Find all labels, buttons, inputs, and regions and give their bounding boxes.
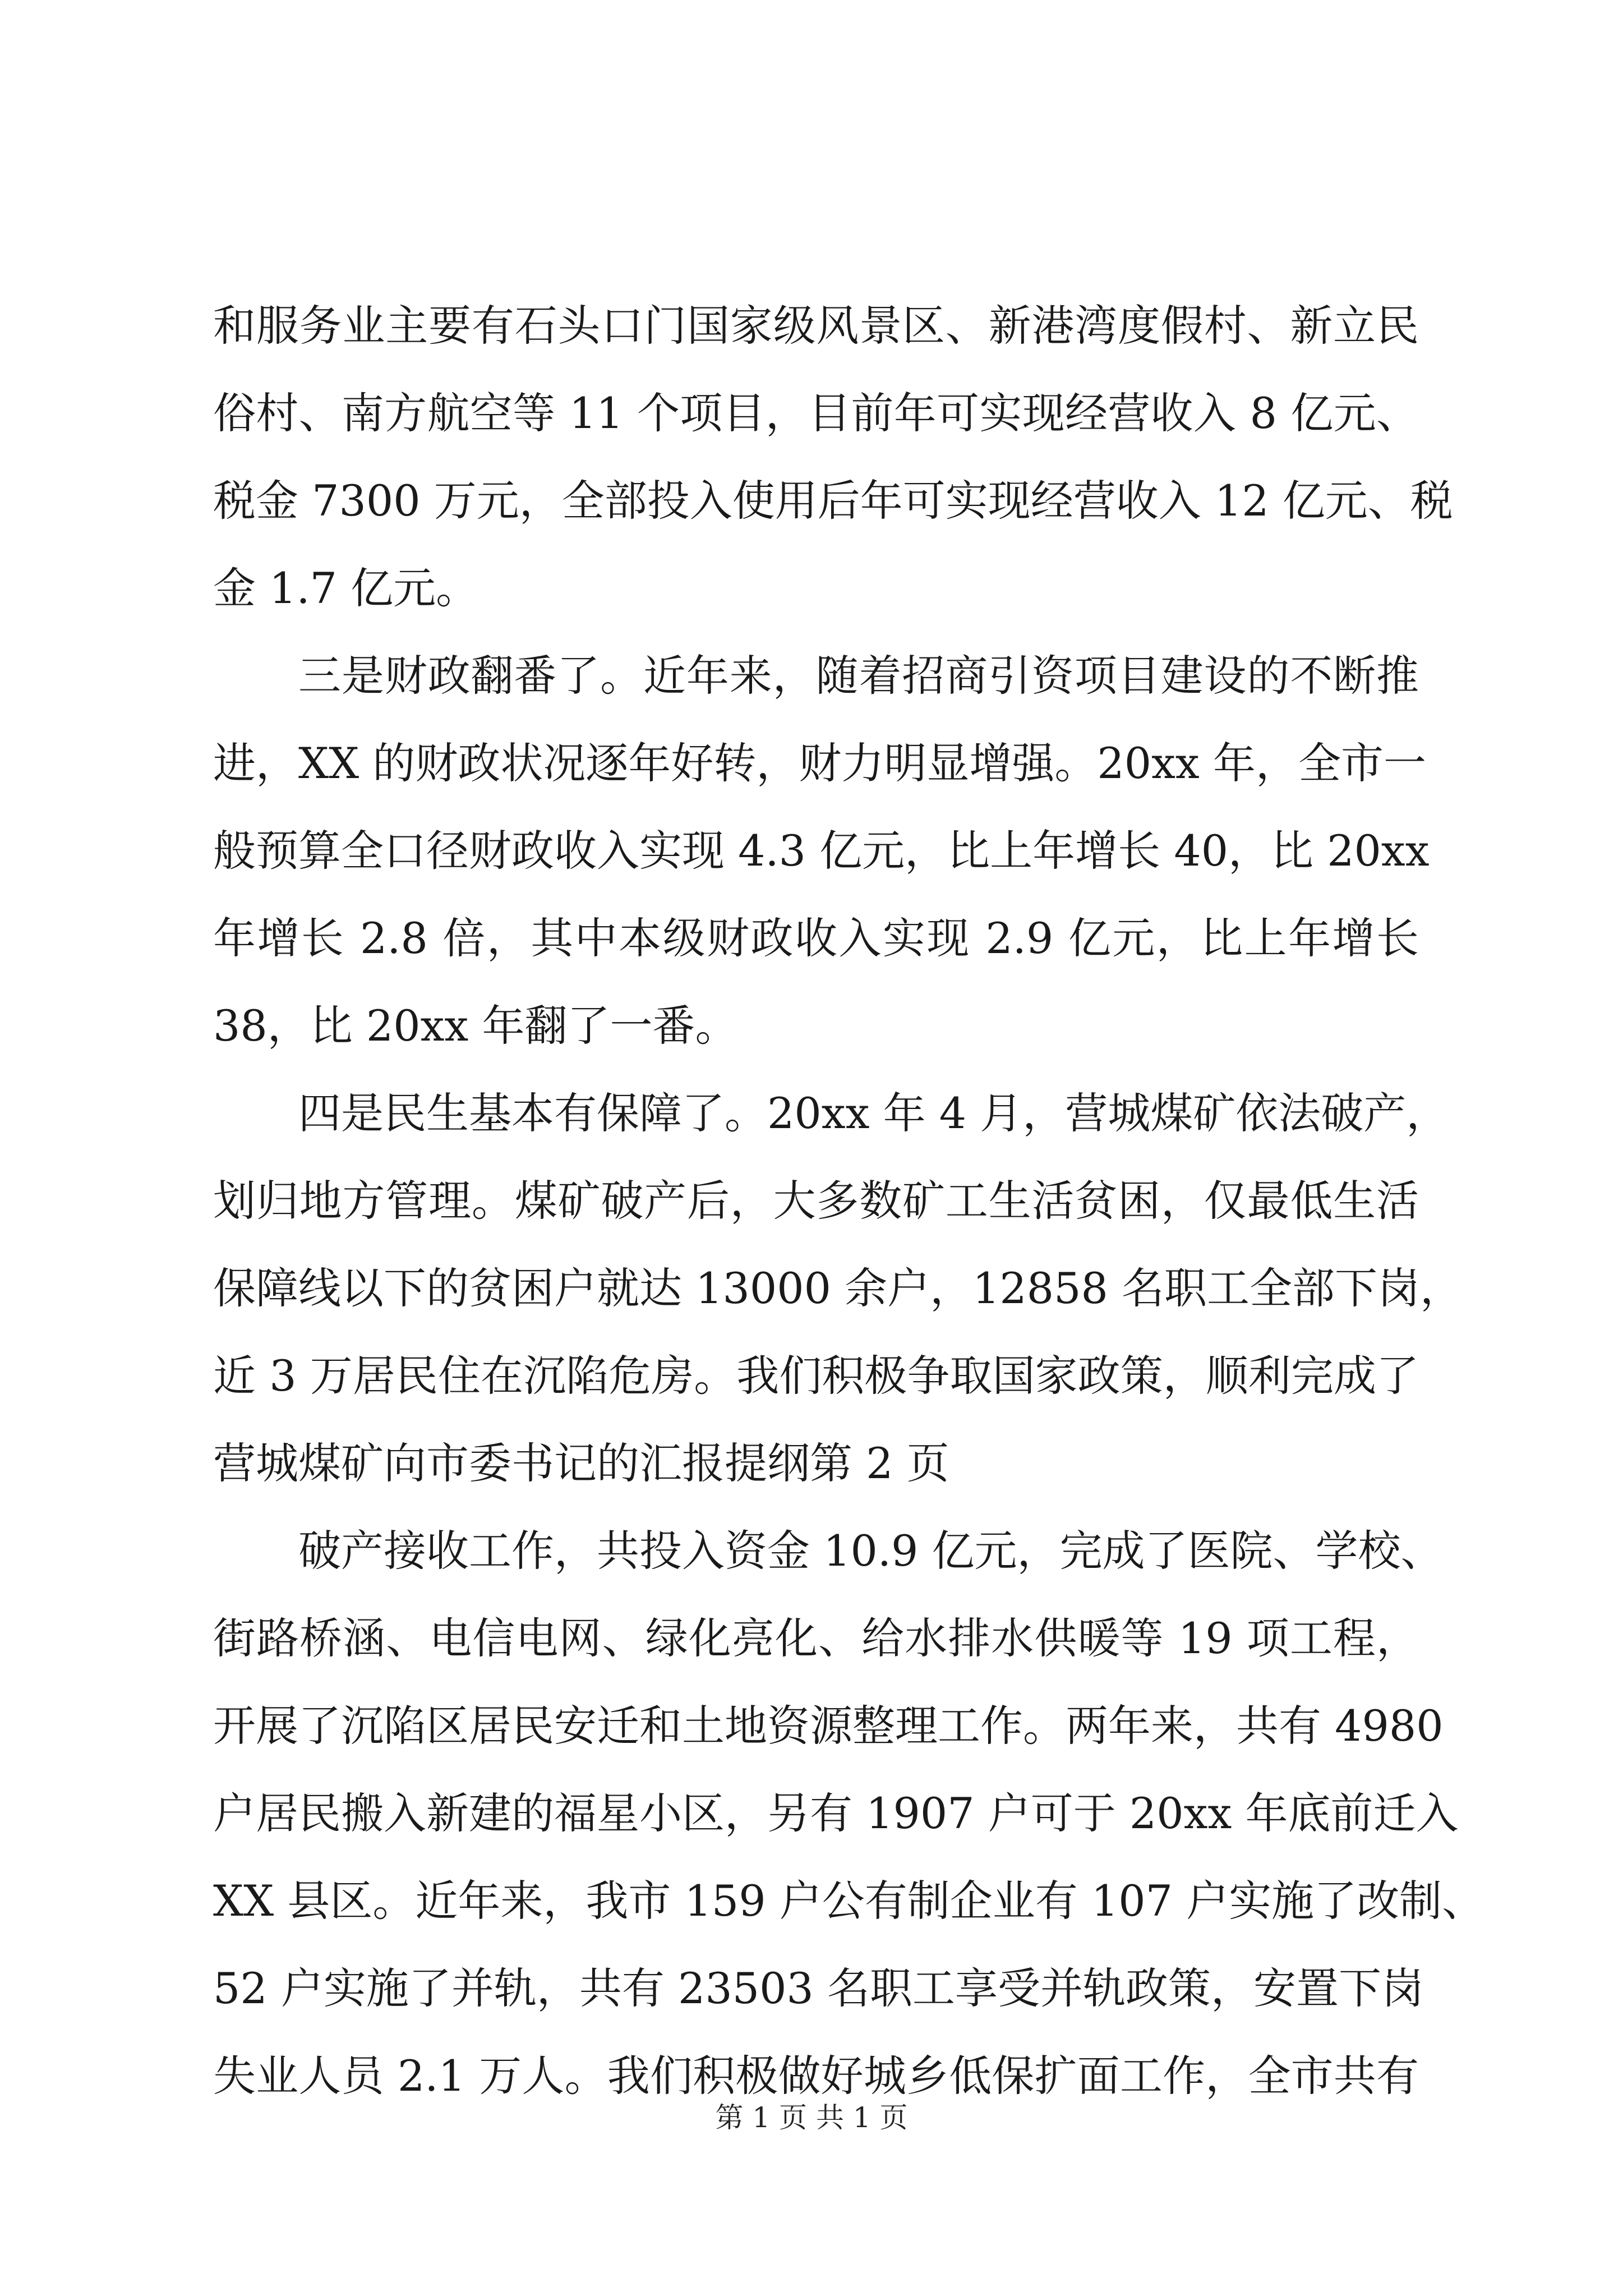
text-line: 税金 7300 万元，全部投入使用后年可实现经营收入 12 亿元、税 xyxy=(213,476,1453,526)
text-line: 划归地方管理。煤矿破产后，大多数矿工生活贫困，仅最低生活 xyxy=(213,1176,1419,1226)
text-line: 金 1.7 亿元。 xyxy=(213,563,479,613)
text-line: 52 户实施了并轨，共有 23503 名职工享受并轨政策，安置下岗 xyxy=(213,1963,1424,2013)
text-line: 营城煤矿向市委书记的汇报提纲第 2 页 xyxy=(213,1438,949,1488)
text-line: 和服务业主要有石头口门国家级风景区、新港湾度假村、新立民 xyxy=(213,301,1419,351)
text-line: 户居民搬入新建的福星小区，另有 1907 户可于 20xx 年底前迁入 xyxy=(213,1788,1459,1838)
text-line: XX 县区。近年来，我市 159 户公有制企业有 107 户实施了改制、 xyxy=(213,1876,1485,1926)
text-line: 三是财政翻番了。近年来，随着招商引资项目建设的不断推 xyxy=(298,651,1419,701)
text-line: 俗村、南方航空等 11 个项目，目前年可实现经营收入 8 亿元、 xyxy=(213,388,1419,438)
text-line: 开展了沉陷区居民安迁和土地资源整理工作。两年来，共有 4980 xyxy=(213,1701,1444,1751)
text-line: 近 3 万居民住在沉陷危房。我们积极争取国家政策，顺利完成了 xyxy=(213,1351,1419,1401)
text-line: 般预算全口径财政收入实现 4.3 亿元，比上年增长 40，比 20xx xyxy=(213,826,1430,876)
text-line: 保障线以下的贫困户就达 13000 余户，12858 名职工全部下岗， xyxy=(213,1263,1463,1313)
text-line: 38，比 20xx 年翻了一番。 xyxy=(213,1001,738,1051)
text-line: 失业人员 2.1 万人。我们积极做好城乡低保扩面工作，全市共有 xyxy=(213,2051,1419,2101)
text-line: 四是民生基本有保障了。20xx 年 4 月，营城煤矿依法破产， xyxy=(298,1088,1449,1138)
text-line: 街路桥涵、电信电网、绿化亮化、给水排水供暖等 19 项工程， xyxy=(213,1613,1419,1663)
text-line: 年增长 2.8 倍，其中本级财政收入实现 2.9 亿元，比上年增长 xyxy=(213,913,1419,963)
page-footer: 第 1 页 共 1 页 xyxy=(715,2101,908,2134)
text-line: 进，XX 的财政状况逐年好转，财力明显增强。20xx 年，全市一 xyxy=(213,738,1426,788)
text-line: 破产接收工作，共投入资金 10.9 亿元，完成了医院、学校、 xyxy=(298,1526,1444,1576)
document-body xyxy=(213,297,1485,2135)
